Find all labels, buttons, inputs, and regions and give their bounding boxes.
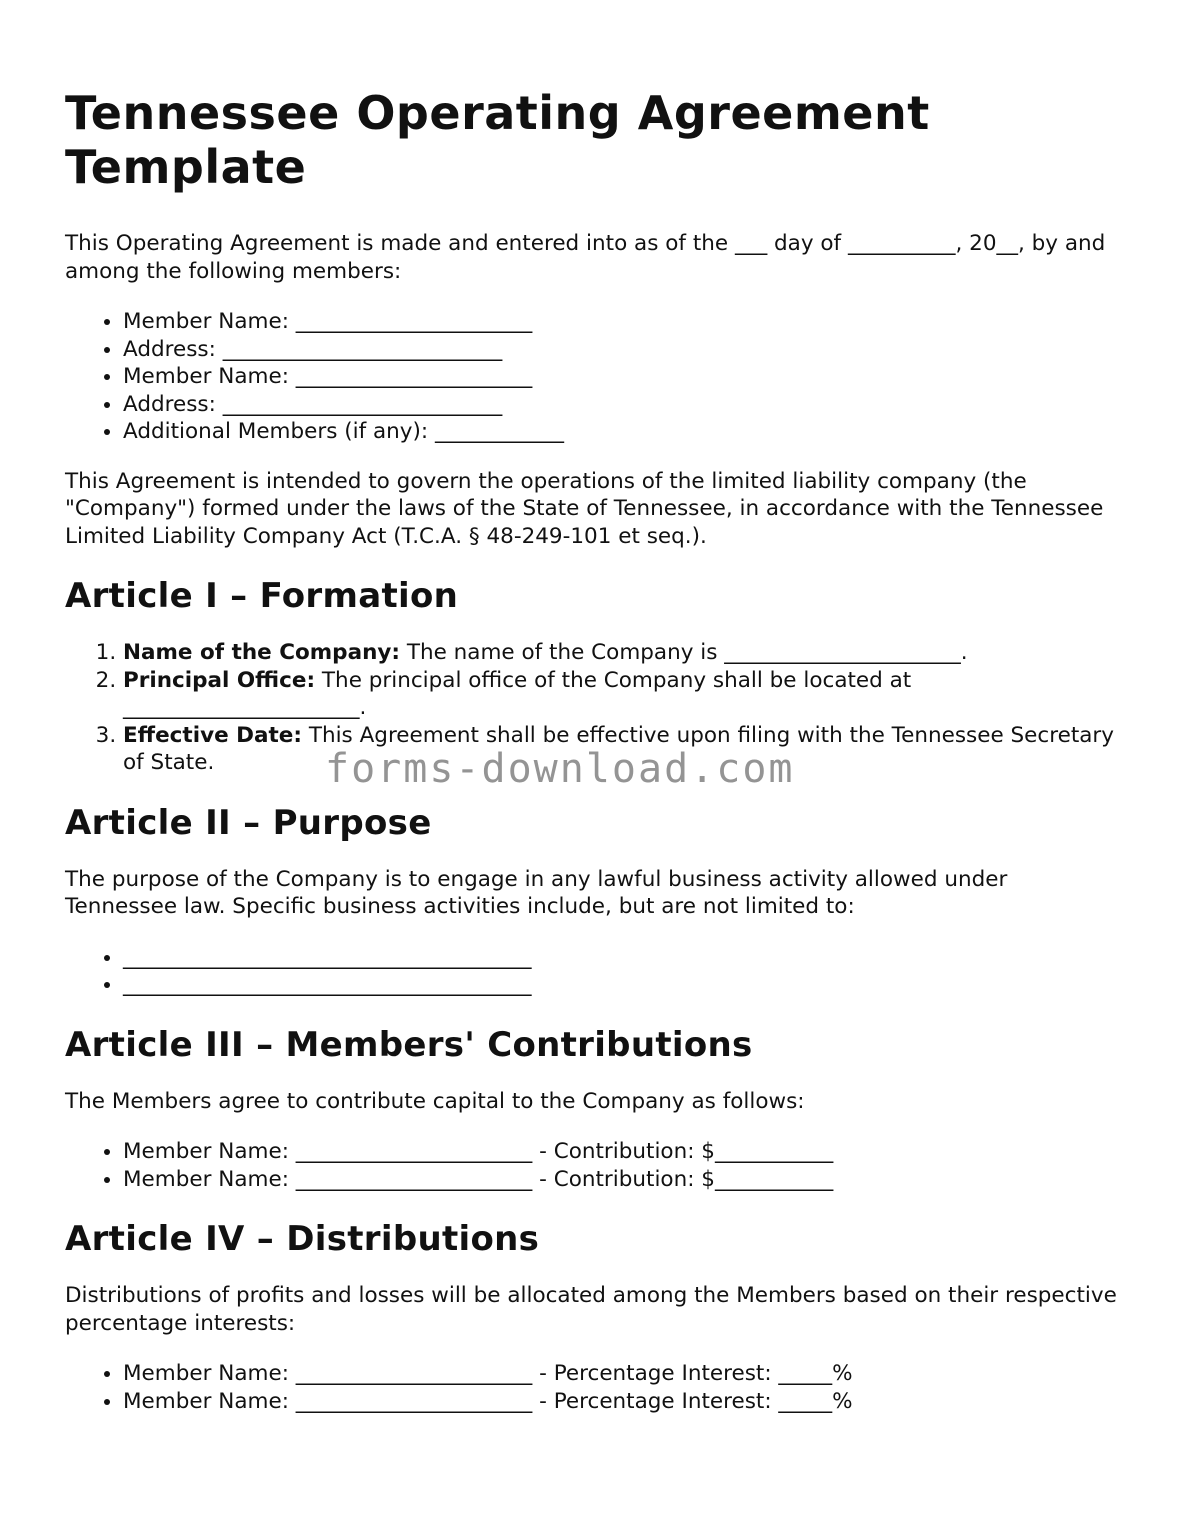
article-2-paragraph: The purpose of the Company is to engage in any lawful business activity allowed under Tennessee law. Specific business activities include, but are not limited to: (65, 866, 1008, 919)
list-item: • Member Name: ______________________ - Percentage Interest: _____% (123, 1388, 1125, 1416)
list-item: • Member Name: ______________________ - Percentage Interest: _____% (123, 1360, 1125, 1388)
list-item: • Member Name: ______________________ - Contribution: $___________ (123, 1138, 1125, 1166)
list-item (123, 639, 1125, 667)
article-3-heading: Article III – Members' Contributions (65, 1024, 753, 1065)
list-item: • Member Name: ______________________ (123, 308, 1125, 336)
document-page (65, 0, 1125, 1415)
item-label: Effective Date: (123, 722, 302, 748)
watermark: forms-download.com (325, 746, 795, 792)
document-title: Tennessee Operating Agreement Template (65, 86, 930, 194)
list-item: • Member Name: ______________________ - Contribution: $___________ (123, 1166, 1125, 1194)
article-1-heading: Article I – Formation (65, 576, 459, 616)
article-4-heading: Article IV – Distributions (65, 1219, 540, 1259)
item-text: The name of the Company is ______________________. (400, 640, 968, 665)
list-item: • Address: __________________________ (123, 391, 1125, 419)
article-4-list (65, 1360, 1125, 1415)
article-2-heading: Article II – Purpose (65, 802, 432, 843)
intro-paragraph: This Operating Agreement is made and entered into as of the ___ day of __________, 20__, by and among the following members: (65, 231, 1106, 284)
list-item: • ______________________________________ (123, 971, 1125, 999)
list-item: • Member Name: ______________________ (123, 363, 1125, 391)
list-item: • Address: __________________________ (123, 336, 1125, 364)
governing-paragraph: This Agreement is intended to govern the operations of the limited liability company (the "Company") formed under the laws of the State of Tennessee, in accordance with the Tennessee Limited Liability Company Act (T.C.A. § 48-249-101 et seq.). (65, 468, 1104, 549)
item-text: The principal office of the Company shall be located at ______________________. (123, 667, 912, 720)
list-item (123, 667, 1125, 722)
article-4-paragraph: Distributions of profits and losses will be allocated among the Members based on their respective percentage interests: (65, 1283, 1117, 1336)
members-list (65, 308, 1125, 446)
article-2-list (65, 944, 1125, 999)
list-item: • ______________________________________ (123, 944, 1125, 972)
item-label: Name of the Company: (123, 640, 401, 665)
article-3-list (65, 1138, 1125, 1193)
item-text: This Agreement shall be effective upon filing with the Tennessee Secretary of State. (123, 722, 1114, 775)
article-3-paragraph: The Members agree to contribute capital to the Company as follows: (65, 1088, 805, 1114)
list-item: • Additional Members (if any): ____________ (123, 418, 1125, 446)
item-label: Principal Office: (123, 667, 316, 693)
